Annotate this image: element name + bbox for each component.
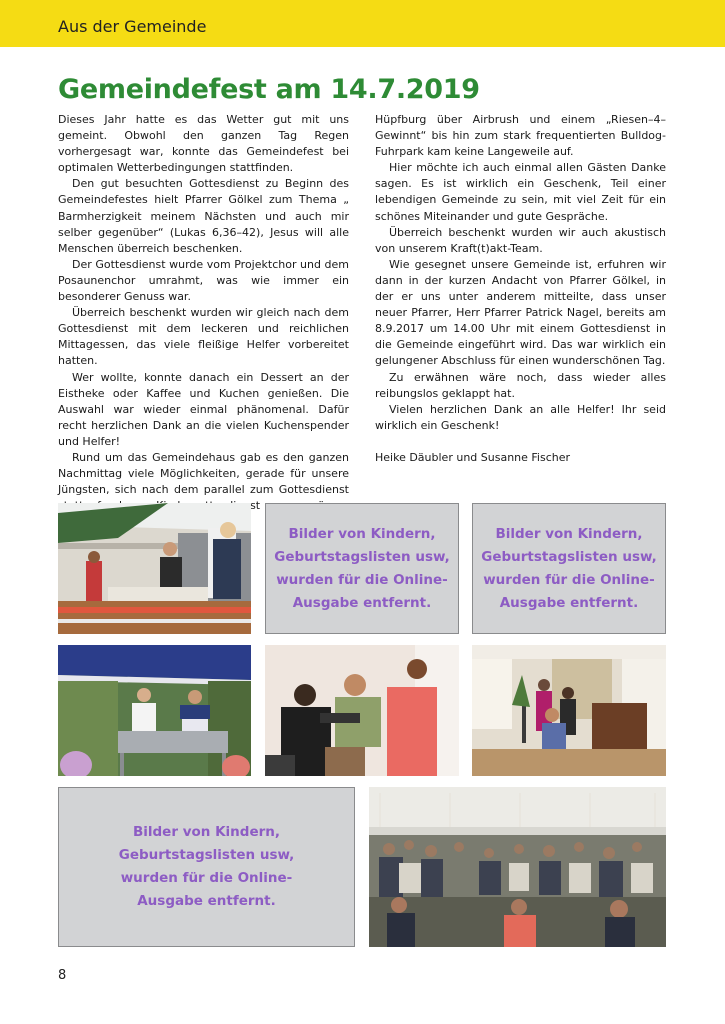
paragraph: Hier möchte ich auch einmal allen Gästen Danke sagen. Es ist wirklich ein Geschenk, Teil einer lebendigen Gemeinde zu sein, mit viel Zeit für ein schönes Miteinander und gute Gespräche. [375,161,666,223]
article-title: Gemeindefest am 14.7.2019 [58,74,480,105]
photo-kitchen-serving [58,503,251,634]
article-column-left [58,112,349,530]
paragraph: Vielen herzlichen Dank an alle Helfer! Ihr seid wirklich ein Geschenk! [375,402,666,432]
paragraph: Hüpfburg über Airbrush und einem „Riesen–4–Gewinnt“ bis hin zum stark frequentierten Bulldog-Fuhrpark kam keine Langeweile auf. [375,113,666,159]
photo-airbrush [265,645,459,776]
paragraph: Der Gottesdienst wurde vom Projektchor und dem Posaunenchor umrahmt, was wie immer ein besonderer Genuss war. [58,257,349,304]
paragraph: Wer wollte, konnte danach ein Dessert an der Eistheke oder Kaffee und Kuchen genießen. Die Auswahl war wieder einmal phänomenal. Dafür recht herzlichen Dank an die vielen Kuchenspender und Helfer! [58,370,349,448]
paragraph: Dieses Jahr hatte es das Wetter gut mit uns gemeint. Obwohl den ganzen Tag Regen vorhergesagt war, konnte das Gemeindefest bei optimalen Wetterbedingungen stattfinden. [58,113,349,175]
photo-music-hall [472,645,666,776]
removed-image-placeholder [265,503,459,634]
removed-image-placeholder [472,503,666,634]
photo-tent-crowd [369,787,666,947]
placeholder-text: Bilder von Kindern, Geburtstagslisten usw, wurden für die Online- Ausgabe entfernt. [118,824,295,909]
photo-grill-station [58,645,251,776]
paragraph: Den gut besuchten Gottesdienst zu Beginn des Gemeindefestes hielt Pfarrer Gölkel zum Thema „ Barmherzigkeit meinem Nächsten und auch mir selber gegenüber“ (Lukas 6,36–42), Jesus will alle Menschen überreich beschenken. [58,177,349,255]
paragraph: Überreich beschenkt wurden wir gleich nach dem Gottesdienst mit dem leckeren und reichlichen Mittagessen, das viele fleißige Helfer vorbereitet hatten. [58,306,349,368]
section-label: Aus der Gemeinde [58,17,207,36]
article-column-right [375,112,666,466]
paragraph: Wie gesegnet unsere Gemeinde ist, erfuhren wir dann in der kurzen Andacht von Pfarrer Gölkel, in der er uns unter anderem mitteilte, dass unser neuer Pfarrer, Herr Pfarrer Patrick Nagel, bereits am 8.9.2017 um 14.00 Uhr mit einem Gottesdienst in die Gemeinde eingeführt wird. Das war wirklich ein gelungener Abschluss für einen wunderschönen Tag. [375,257,666,368]
removed-image-placeholder [58,787,355,947]
paragraph: Überreich beschenkt wurden wir auch akustisch von unserem Kraft(t)akt-Team. [375,225,666,255]
page-number: 8 [58,968,67,983]
paragraph: Zu erwähnen wäre noch, dass wieder alles reibungslos geklappt hat. [375,370,666,400]
placeholder-text: Bilder von Kindern, Geburtstagslisten usw, wurden für die Online- Ausgabe entfernt. [274,525,450,611]
article-signature: Heike Däubler und Susanne Fischer [375,450,571,464]
placeholder-text: Bilder von Kindern, Geburtstagslisten usw, wurden für die Online- Ausgabe entfernt. [481,525,657,611]
paragraph: Rund um das Gemeindehaus gab es den ganzen Nachmittag viele Möglichkeiten, gerade für unsere Jüngsten, sich nach dem parallel zum Gottesdienst [58,450,349,497]
